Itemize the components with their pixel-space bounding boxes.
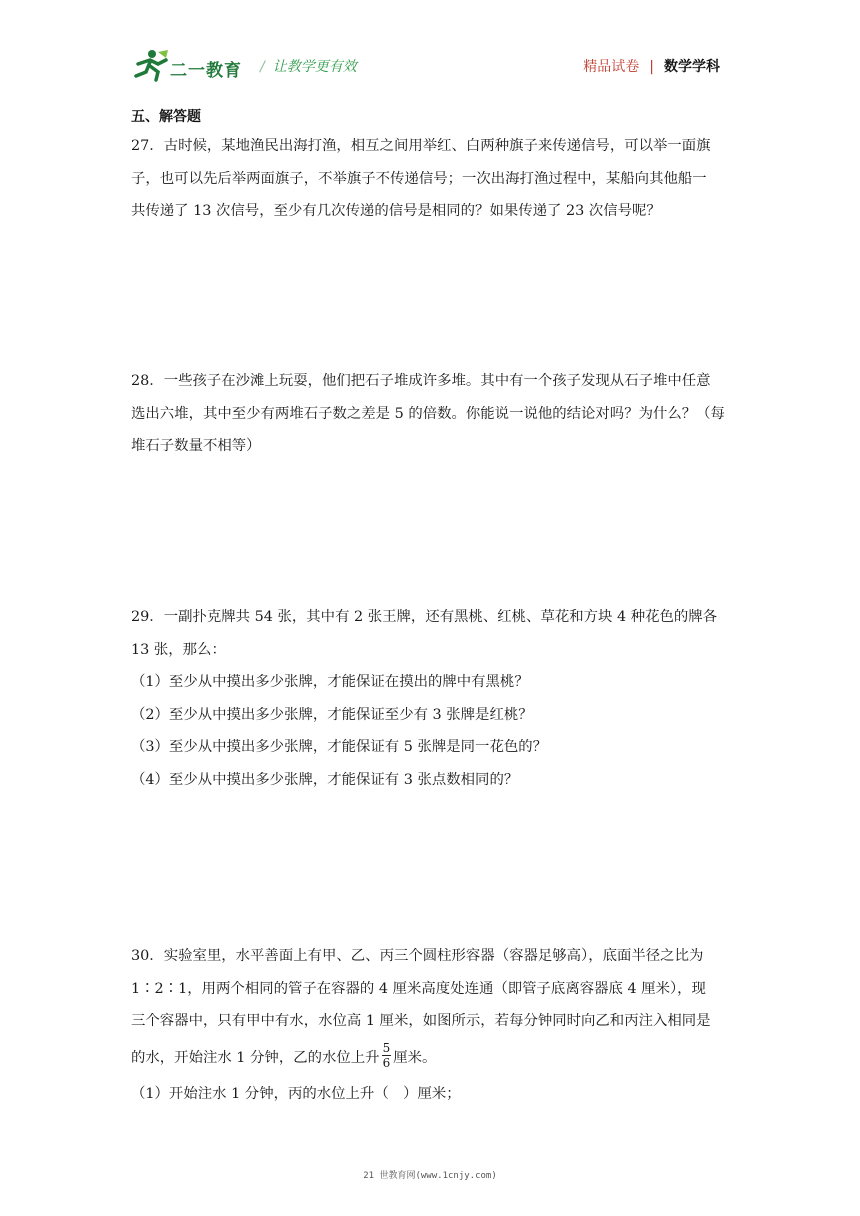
q28-line: 28．一些孩子在沙滩上玩耍，他们把石子堆成许多堆。其中有一个孩子发现从石子堆中任意	[131, 373, 711, 389]
q29-subquestion-2: （2）至少从中摸出多少张牌，才能保证至少有 3 张牌是红桃？	[131, 706, 533, 723]
q27-line: 共传递了 13 次信号，至少有几次传递的信号是相同的？如果传递了 23 次信号呢？	[131, 203, 661, 219]
slogan: / 让教学更有效	[260, 59, 357, 75]
q30-line: 1∶2∶1，用两个相同的管子在容器的 4 厘米高度处连通（即管子底离容器底 4 厘米），现	[131, 980, 706, 997]
q30-line: 30．实验室里，水平善面上有甲、乙、丙三个圆柱形容器（容器足够高），底面半径之比为	[131, 948, 704, 964]
q29-subquestion-1: （1）至少从中摸出多少张牌，才能保证在摸出的牌中有黑桃？	[131, 674, 529, 690]
question-30	[131, 940, 731, 1110]
page-header	[132, 44, 732, 84]
q29-line: 13 张，那么：	[131, 641, 226, 658]
fraction-numerator: 5	[382, 1041, 391, 1055]
question-27	[131, 130, 731, 228]
q28-line: 选出六堆，其中至少有两堆石子数之差是 5 的倍数。你能说一说他的结论对吗？为什么？（每	[131, 405, 725, 422]
question-28	[131, 365, 731, 463]
q30-line-with-fraction	[131, 1038, 731, 1078]
q29-subquestion-3: （3）至少从中摸出多少张牌，才能保证有 5 张牌是同一花色的？	[131, 739, 548, 755]
q30-subquestion-1: （1）开始注水 1 分钟，丙的水位上升（ ）厘米；	[131, 1085, 461, 1102]
q30-line4-after: 厘米。	[393, 1049, 437, 1066]
fraction-denominator: 6	[382, 1056, 391, 1070]
q27-line: 子，也可以先后举两面旗子，不举旗子不传递信号；一次出海打渔过程中，某船向其他船一	[131, 170, 707, 187]
brand-logo	[132, 48, 252, 82]
subject-label: 数学学科	[664, 59, 720, 75]
q28-line: 堆石子数量不相等）	[131, 438, 261, 454]
subject-tag	[583, 56, 720, 76]
runner-logo-icon	[132, 48, 172, 82]
slogan-text: 让教学更有效	[272, 59, 357, 75]
fraction-five-sixths	[382, 1041, 392, 1070]
logo-text: 二一教育	[170, 61, 242, 81]
question-29	[131, 601, 731, 796]
q27-line: 27．古时候，某地渔民出海打渔，相互之间用举红、白两种旗子来传递信号，可以举一面旗	[131, 138, 711, 154]
q30-line4-before: 的水，开始注水 1 分钟，乙的水位上升	[131, 1049, 380, 1066]
tag-separator: |	[649, 59, 654, 75]
q29-line: 29．一副扑克牌共 54 张，其中有 2 张王牌，还有黑桃、红桃、草花和方块 4 种花色的牌各	[131, 609, 718, 625]
q30-line: 三个容器中，只有甲中有水，水位高 1 厘米，如图所示，若每分钟同时向乙和丙注入相同是	[131, 1013, 711, 1029]
section-title: 五、解答题	[131, 109, 201, 125]
q29-subquestion-4: （4）至少从中摸出多少张牌，才能保证有 3 张点数相同的？	[131, 771, 519, 788]
quality-label: 精品试卷	[583, 59, 640, 75]
page-footer: 21 世教育网(www.1cnjy.com)	[363, 1171, 497, 1181]
